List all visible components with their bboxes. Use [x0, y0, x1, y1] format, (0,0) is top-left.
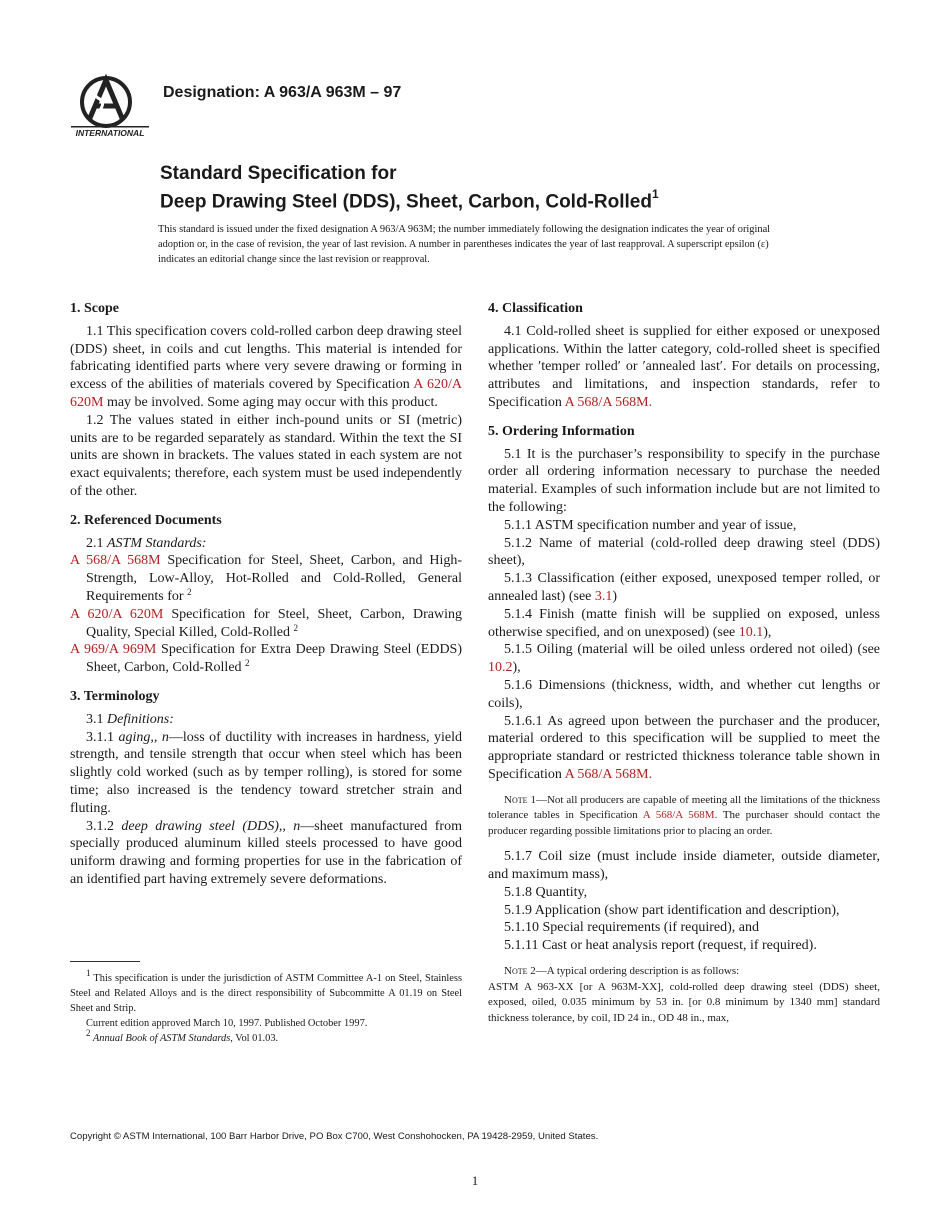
paragraph-5-1: 5.1 It is the purchaser’s responsibility to specify in the purchase order all ordering information necessary to purchase the needed material. Examples of such information include but are not limited to the following: [488, 446, 880, 515]
footnote-1: $^1$ This specification is under the jurisdiction of ASTM Committee A-1 on Steel, Stainless Steel and Related Alloys and is the direct responsibility of Subcommitte A 01.19 on Steel Sheet and Strip. [70, 968, 462, 1014]
paragraph-1-2: 1.2 The values stated in either inch-pound units or SI (metric) units are to be regarded separately as standard. Within the text the SI units are shown in brackets. The values stated in each system are not exact equivalents; therefore, each system must be used independently of the other. [70, 412, 462, 499]
list-item: 5.1.6 Dimensions (thickness, width, and whether cut lengths or coils), [488, 677, 880, 711]
list-item: 5.1.6.1 As agreed upon between the purchaser and the producer, material ordered to this specification will be supplied to meet the appropriate standard or restricted thickness tolerance table shown in Specification A 568/A 568M. [488, 713, 880, 782]
footnotes [70, 968, 462, 1046]
list-item: 5.1.3 Classification (either exposed, unexposed temper rolled, or annealed last) (see 3.1) [488, 571, 880, 604]
definition-aging: 3.1.1 aging,, n—loss of ductility with increases in hardness, yield strength, and tensile strength that occur when steel which has been slightly cold worked (such as by temper rolling), is stored for some time; also increased is the tendency toward stretcher strain and fluting. [70, 729, 463, 816]
title-footnote-mark: 1 [651, 187, 659, 201]
list-item: 5.1.1 ASTM specification number and year of issue, [504, 517, 797, 533]
definition-dds: 3.1.2 deep drawing steel (DDS),, n—sheet manufactured from specially produced aluminum killed steels processed to have good uniform drawing and forming properties for use in the fabrication of an identified part having extremely severe deformations. [70, 818, 462, 887]
list-item: 5.1.8 Quantity, [504, 884, 588, 900]
right-column [488, 300, 880, 1026]
document-title [160, 163, 659, 213]
note-2: Note 2—A typical ordering description is as follows: [504, 965, 740, 977]
astm-logo-icon [68, 74, 152, 140]
paragraph-1-1: 1.1 This specification covers cold-rolled carbon deep drawing steel (DDS) sheet, in coils and cut lengths. This material is intended for fabricating identified parts where very severe drawing or forming in excess of the abilities of materials covered by Specification A 620/A 620M may be involved. Some aging may occur with this product. [70, 323, 463, 410]
footnote-divider [70, 961, 140, 962]
left-column [70, 300, 462, 889]
logo-text: INTERNATIONAL [75, 128, 145, 138]
section-heading-terminology: 3. Terminology [70, 688, 160, 704]
note-2-example: ASTM A 963-XX [or A 963M-XX], cold-rolled deep drawing steel (DDS) sheet, exposed, oiled, 0.035 minimum by 53 in. [or 0.8 minimum by 1340 mm] standard thickness tolerance, by coil, ID 24 in., OD 48 in., max, [488, 980, 880, 1024]
title-line-1: Standard Specification for [160, 163, 397, 184]
designation: Designation: A 963/A 963M – 97 [163, 84, 402, 101]
list-item: 5.1.10 Special requirements (if required), and [504, 920, 760, 936]
list-item: 5.1.4 Finish (matte finish will be supplied on exposed, unless otherwise specified, and on unexposed) (see 10.1), [488, 606, 880, 640]
copyright: Copyright © ASTM International, 100 Barr Harbor Drive, PO Box C700, West Conshohocken, PA 19428-2959, United States. [70, 1131, 599, 1142]
link-a568[interactable]: A 568/A 568M. [564, 394, 653, 410]
reference-item: A 568/A 568M Specification for Steel, Sheet, Carbon, and High-Strength, Low-Alloy, Hot-Rolled and Cold-Rolled, General Requirements for $^2$ [70, 553, 462, 604]
link-a568[interactable]: A 568/A 568M. [564, 766, 653, 782]
paragraph-4-1: 4.1 Cold-rolled sheet is supplied for either exposed or unexposed applications. Within the latter category, cold-rolled sheet is specified whether ′temper rolled′ or ′annealed last′. For details on processing, attributes and limitations, and inspection standards, refer to Specification A 568/A 568M. [488, 323, 880, 410]
section-heading-classification: 4. Classification [488, 301, 583, 316]
link-10-1[interactable]: 10.1 [738, 624, 764, 640]
footnote-1b: Current edition approved March 10, 1997. Published October 1997. [86, 1018, 368, 1029]
note-1: Note 1—Not all producers are capable of meeting all the limitations of the thickness tolerance tables in Specification A 568/A 568M. The purchaser should contact the producer regarding possible limitations prior to placing an order. [488, 793, 880, 837]
link-10-2[interactable]: 10.2 [488, 660, 513, 676]
section-heading-scope: 1. Scope [70, 301, 119, 316]
list-item: 5.1.7 Coil size (must include inside diameter, outside diameter, and maximum mass), [488, 849, 880, 883]
paragraph-2-1: 2.1 ASTM Standards: [86, 535, 207, 551]
page-number: 1 [471, 1173, 479, 1188]
section-heading-ordering: 5. Ordering Information [488, 423, 635, 439]
link-3-1[interactable]: 3.1 [594, 588, 613, 604]
reference-item: A 969/A 969M Specification for Extra Deep Drawing Steel (EDDS) Sheet, Carbon, Cold-Rolled $^2$ [70, 642, 463, 676]
list-item: 5.1.5 Oiling (material will be oiled unless ordered not oiled) (see 10.2), [488, 642, 880, 676]
footnote-2: $^2$ Annual Book of ASTM Standards, Vol 01.03. [86, 1028, 279, 1044]
link-a568[interactable]: A 568/A 568M [70, 553, 161, 569]
title-line-2: Deep Drawing Steel (DDS), Sheet, Carbon, Cold-Rolled [160, 191, 652, 213]
link-a568[interactable]: A 568/A 568M. [642, 809, 718, 822]
standard-notice: This standard is issued under the fixed designation A 963/A 963M; the number immediately following the designation indicates the year of original adoption or, in the case of revision, the year of last revision. A number in parentheses indicates the year of last reapproval. A superscript epsilon (ε) indicates an editorial change since the last revision or reapproval. [158, 224, 771, 265]
link-a969[interactable]: A 969/A 969M [70, 642, 157, 658]
reference-item: A 620/A 620M Specification for Steel, Sheet, Carbon, Drawing Quality, Special Killed, Cold-Rolled $^2$ [70, 606, 462, 640]
section-heading-referenced: 2. Referenced Documents [70, 512, 222, 528]
link-a620[interactable]: A 620/A 620M [70, 606, 164, 622]
astm-logo [68, 74, 152, 140]
list-item: 5.1.2 Name of material (cold-rolled deep drawing steel (DDS) sheet), [488, 535, 880, 569]
list-item: 5.1.9 Application (show part identification and description), [504, 902, 840, 918]
list-item: 5.1.11 Cast or heat analysis report (request, if required). [504, 938, 817, 954]
link-a620[interactable]: A 620/A 620M [70, 377, 463, 410]
paragraph-3-1: 3.1 Definitions: [86, 711, 174, 727]
